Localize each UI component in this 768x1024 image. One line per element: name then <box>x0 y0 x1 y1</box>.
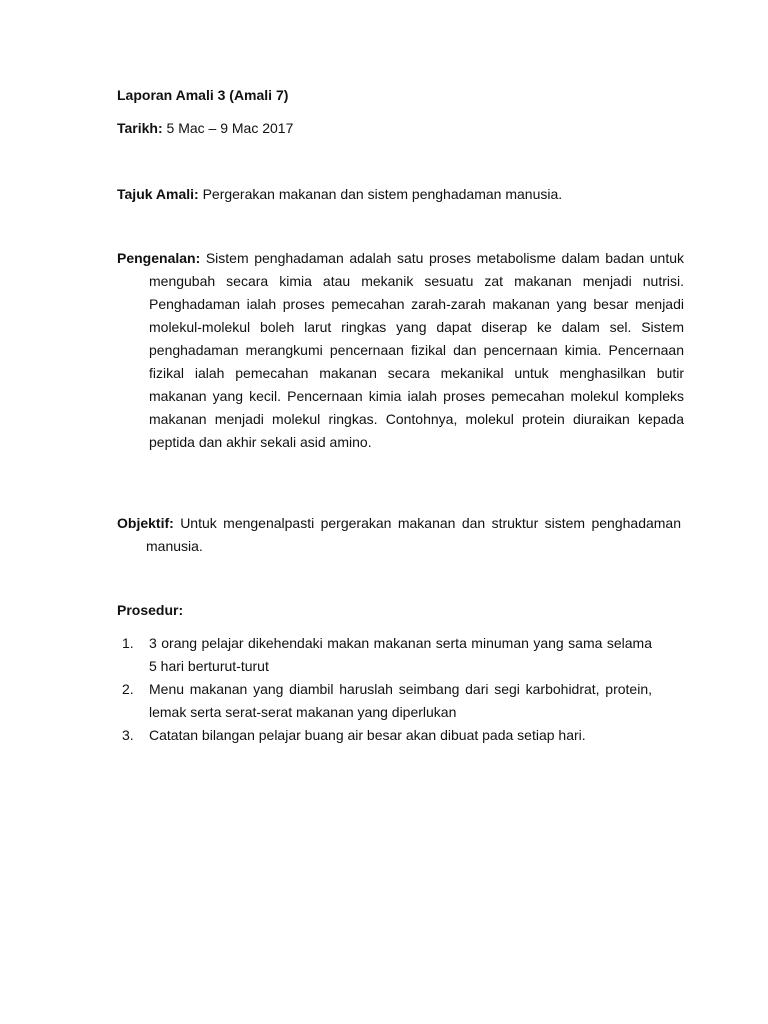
procedure-step <box>117 678 652 724</box>
topic-value: Pergerakan makanan dan sistem penghadaman manusia. <box>202 186 563 202</box>
procedure-step-number: 1. <box>122 635 134 651</box>
date-value: 5 Mac – 9 Mac 2017 <box>166 120 294 136</box>
intro-label: Pengenalan: <box>117 250 201 266</box>
procedure-heading: Prosedur: <box>117 602 184 618</box>
procedure-step-text: 3 orang pelajar dikehendaki makan makanan serta minuman yang sama selama 5 hari berturut-turut <box>149 635 652 674</box>
date-label: Tarikh: <box>117 120 163 136</box>
procedure-step-text: Menu makanan yang diambil haruslah seimbang dari segi karbohidrat, protein, lemak serta serat-serat makanan yang diperlukan <box>149 681 652 720</box>
procedure-step-text: Catatan bilangan pelajar buang air besar akan dibuat pada setiap hari. <box>149 727 586 743</box>
objective-text: Untuk mengenalpasti pergerakan makanan dan struktur sistem penghadaman manusia. <box>146 515 682 554</box>
procedure-step <box>117 724 652 747</box>
procedure-step <box>117 632 652 678</box>
objective-paragraph <box>117 512 681 558</box>
objective-label: Objektif: <box>117 515 174 531</box>
procedure-step-number: 2. <box>122 681 134 697</box>
report-title: Laporan Amali 3 (Amali 7) <box>117 87 289 103</box>
intro-text: Sistem penghadaman adalah satu proses metabolisme dalam badan untuk mengubah secara kimia atau mekanik sesuatu zat makanan menjadi nutrisi. Penghadaman ialah proses pemecahan zarah-zarah makanan yang besar menjadi molekul-molekul boleh larut ringkas yang dapat diserap ke dalam sel. Sistem penghadaman merangkumi pencernaan fizikal dan pencernaan kimia. Pencernaan fizikal ialah pemecahan makanan secara mekanikal untuk menghasilkan butir makanan yang kecil. Pencernaan kimia ialah proses pemecahan molekul kompleks makanan menjadi molekul ringkas. Contohnya, molekul protein diuraikan kepada peptida dan akhir sekali asid amino. <box>149 250 685 450</box>
date-line <box>117 119 293 137</box>
procedure-list <box>117 632 652 747</box>
topic-label: Tajuk Amali: <box>117 186 199 202</box>
procedure-step-number: 3. <box>122 727 134 743</box>
topic-line <box>117 185 562 203</box>
intro-paragraph <box>117 247 684 454</box>
